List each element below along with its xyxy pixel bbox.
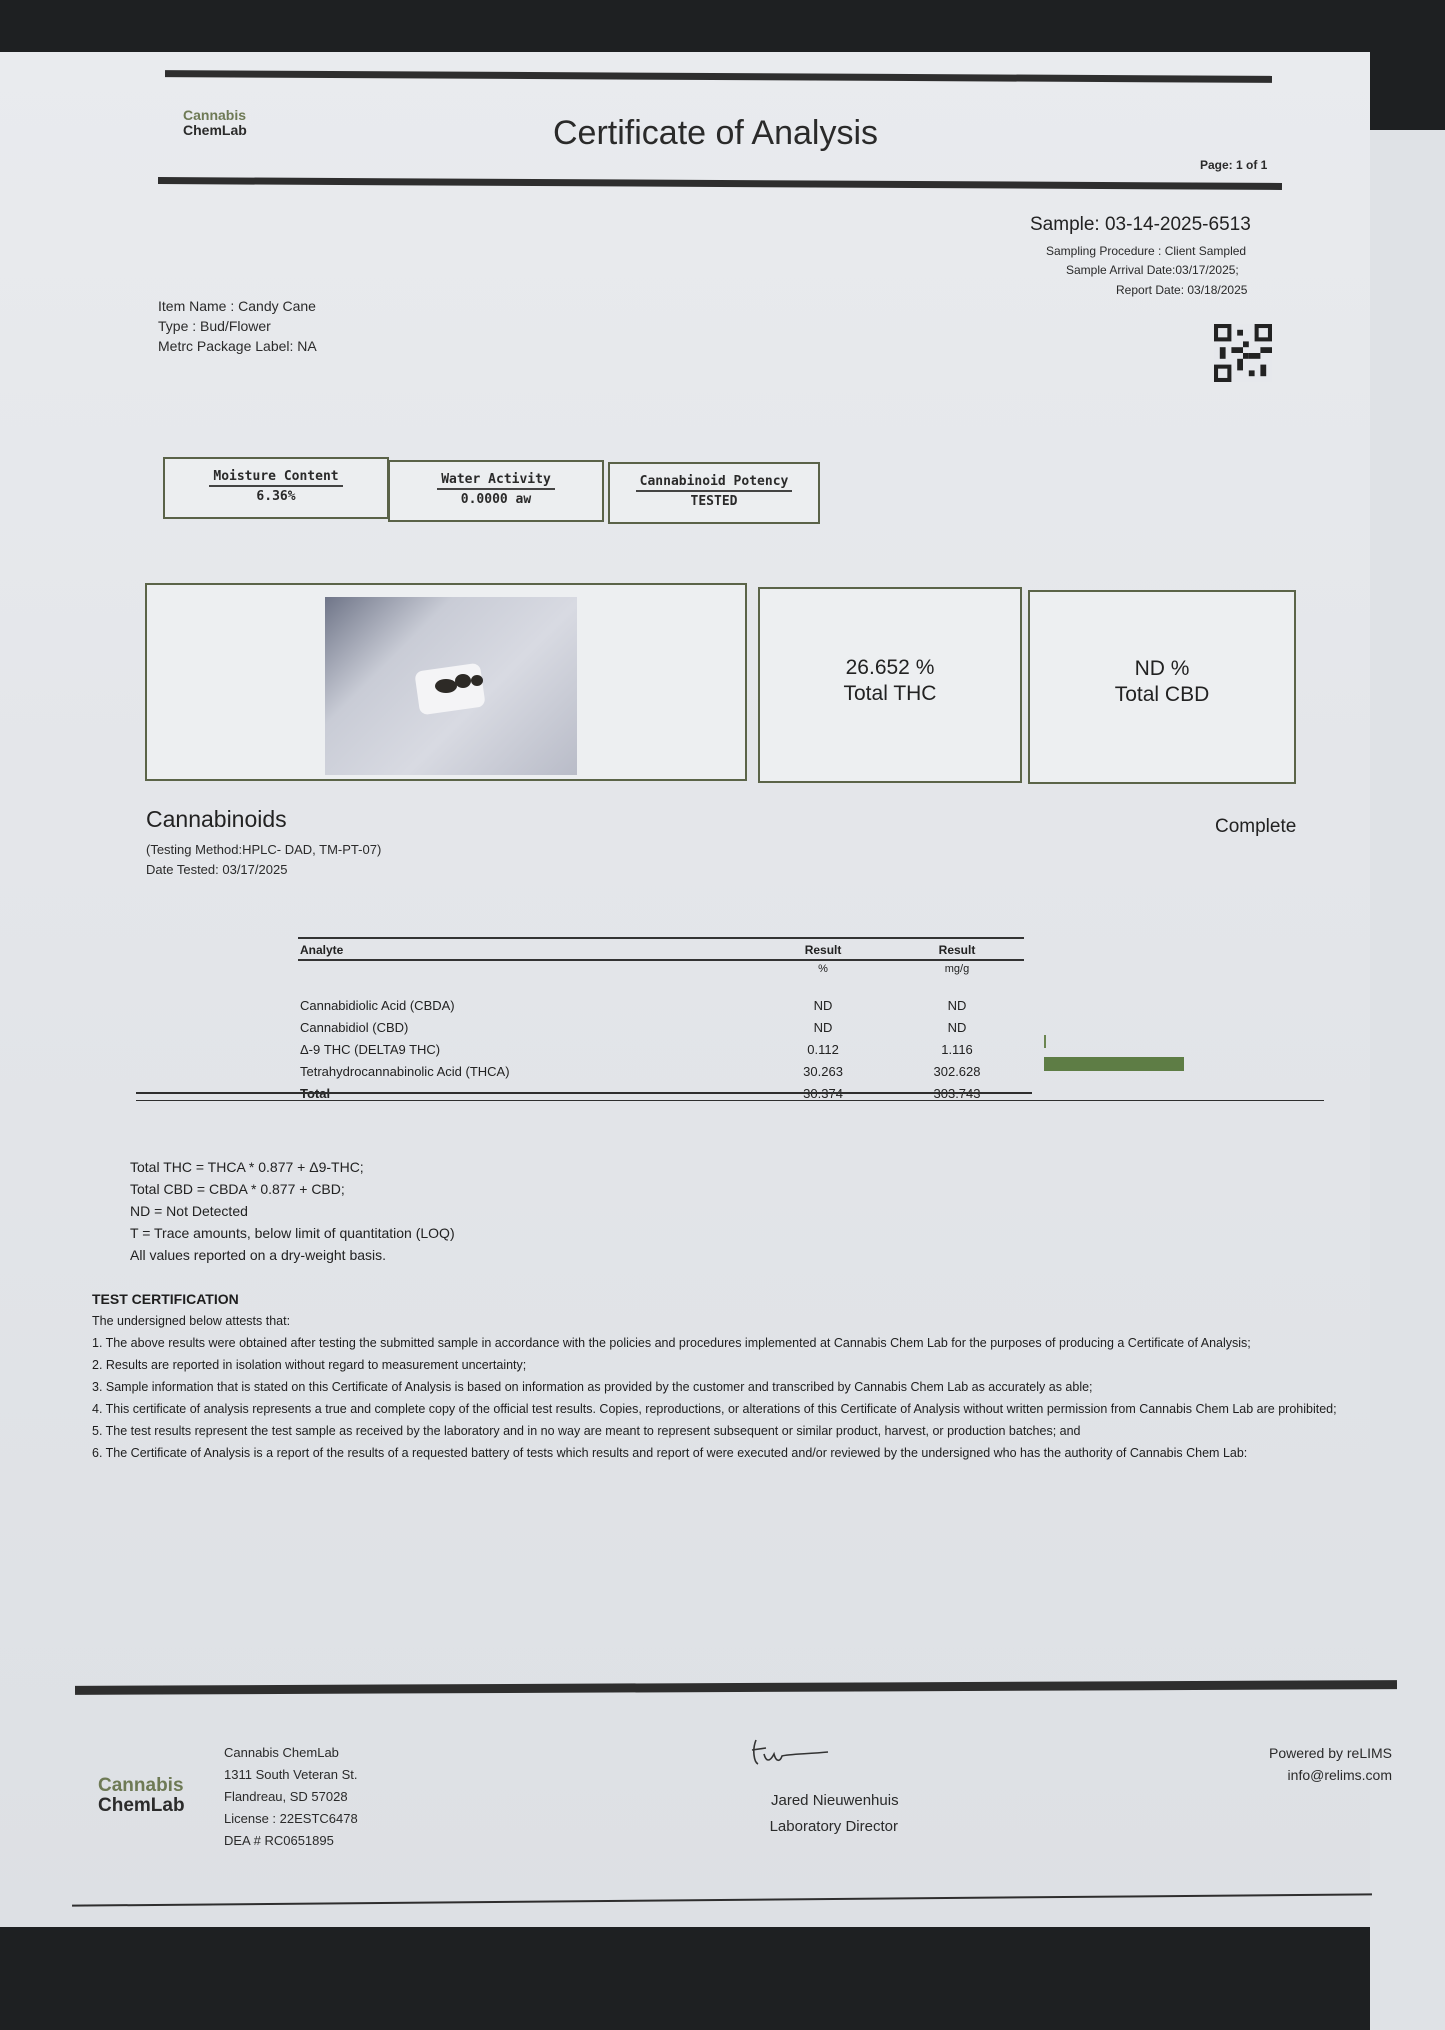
total-cbd-panel	[1028, 590, 1296, 784]
cannabinoids-heading: Cannabinoids	[146, 806, 287, 832]
moisture-content-value: 6.36%	[256, 489, 296, 504]
note-dry-weight: All values reported on a dry-weight basis.	[130, 1247, 387, 1263]
qr-code-icon	[1212, 324, 1274, 382]
note-nd: ND = Not Detected	[130, 1203, 248, 1219]
total-thc-label: Total THC	[843, 682, 937, 705]
certification-item: 5. The test results represent the test sample as received by the laboratory and in no way are meant to represent subsequent or similar product, harvest, or production batches; and	[92, 1424, 1081, 1438]
cannabinoid-results-table	[298, 937, 1024, 1104]
footer-logo-line-1: Cannabis	[98, 1775, 184, 1796]
header-rule	[158, 177, 1282, 190]
lab-street: 1311 South Veteran St.	[224, 1767, 358, 1782]
testing-method: (Testing Method:HPLC- DAD, TM-PT-07)	[146, 842, 382, 857]
certification-item: 4. This certificate of analysis represents a true and complete copy of the official test results. Copies, reproductions, or alterations of this Certificate of Analysis without written permission from Cannabis Chem Lab are prohibited;	[92, 1402, 1337, 1416]
table-row	[298, 1038, 1024, 1060]
metrc-label: Metrc Package Label: NA	[158, 338, 317, 354]
bud-2	[455, 674, 471, 688]
calculation-notes	[130, 1156, 455, 1266]
logo-line-1: Cannabis	[183, 107, 247, 123]
unit-percent: %	[818, 963, 828, 975]
header-logo	[183, 108, 247, 137]
water-activity-value: 0.0000 aw	[460, 492, 532, 507]
item-type: Type : Bud/Flower	[158, 318, 271, 334]
top-rule	[165, 70, 1272, 83]
cannabinoid-potency-label: Cannabinoid Potency	[636, 474, 793, 492]
certificate-page	[0, 52, 1392, 1927]
lab-city: Flandreau, SD 57028	[224, 1789, 348, 1804]
signer-title: Laboratory Director	[769, 1818, 898, 1835]
signer-name: Jared Nieuwenhuis	[771, 1792, 899, 1809]
result-pct: 0.112	[807, 1041, 839, 1057]
sample-arrival-date: Sample Arrival Date:03/17/2025;	[1066, 263, 1239, 277]
result-mg: 302.628	[933, 1063, 981, 1079]
footer-rule	[75, 1680, 1397, 1695]
item-info	[158, 296, 317, 356]
item-name: Item Name : Candy Cane	[158, 298, 316, 314]
contact-email: info@relims.com	[1287, 1767, 1392, 1783]
analyte-name: Δ-9 THC (DELTA9 THC)	[300, 1041, 441, 1057]
moisture-content-label: Moisture Content	[209, 469, 342, 487]
table-row	[298, 1016, 1024, 1038]
signature	[748, 1732, 832, 1772]
analyte-name: Cannabidiol (CBD)	[300, 1019, 409, 1035]
cannabinoid-potency-box	[608, 462, 820, 524]
date-tested: Date Tested: 03/17/2025	[146, 862, 288, 877]
note-trace: T = Trace amounts, below limit of quantitation (LOQ)	[130, 1225, 455, 1241]
col-result-mg: Result	[890, 938, 1024, 960]
page-title: Certificate of Analysis	[553, 114, 879, 152]
result-mg: ND	[947, 1019, 967, 1035]
result-mg: ND	[947, 997, 967, 1013]
result-pct: ND	[813, 997, 833, 1013]
certification-item: 3. Sample information that is stated on this Certificate of Analysis is based on information as provided by the customer and transcribed by Cannabis Chem Lab as accurately as able;	[92, 1380, 1093, 1394]
lab-dea: DEA # RC0651895	[224, 1833, 334, 1848]
lab-address	[224, 1742, 358, 1852]
bud-3	[471, 675, 483, 686]
lab-name: Cannabis ChemLab	[224, 1745, 339, 1760]
sample-id: Sample: 03-14-2025-6513	[1030, 214, 1251, 235]
total-cbd-value: ND %	[1134, 657, 1190, 680]
moisture-content-box	[163, 457, 389, 519]
unit-mg-per-g: mg/g	[944, 963, 970, 975]
result-pct: 30.263	[803, 1063, 843, 1079]
result-mg: 1.116	[941, 1041, 973, 1057]
test-certification	[92, 1288, 1362, 1464]
certification-heading: TEST CERTIFICATION	[92, 1291, 239, 1307]
sample-photo	[325, 597, 577, 775]
note-total-thc: Total THC = THCA * 0.877 + Δ9-THC;	[130, 1159, 364, 1175]
footer-logo	[98, 1776, 185, 1816]
analyte-name: Cannabidiolic Acid (CBDA)	[300, 997, 455, 1013]
bottom-rule	[72, 1893, 1372, 1906]
cannabinoid-potency-value: TESTED	[690, 494, 738, 509]
analyte-name: Tetrahydrocannabinolic Acid (THCA)	[300, 1063, 510, 1079]
logo-line-2: ChemLab	[183, 121, 247, 138]
result-pct: ND	[813, 1019, 833, 1035]
note-total-cbd: Total CBD = CBDA * 0.877 + CBD;	[130, 1181, 345, 1197]
table-bottom-rule	[136, 1092, 1032, 1094]
total-thc-value: 26.652 %	[845, 656, 935, 679]
status-complete: Complete	[1215, 816, 1297, 837]
footer-logo-line-2: ChemLab	[98, 1794, 185, 1816]
powered-by	[1252, 1742, 1392, 1786]
section-rule	[136, 1100, 1324, 1101]
total-cbd-label: Total CBD	[1114, 683, 1210, 706]
page-number: Page: 1 of 1	[1200, 158, 1268, 172]
table-row	[298, 1060, 1024, 1082]
certification-item: 2. Results are reported in isolation without regard to measurement uncertainty;	[92, 1358, 527, 1372]
col-analyte: Analyte	[298, 938, 756, 960]
lab-license: License : 22ESTC6478	[224, 1811, 358, 1826]
certification-intro: The undersigned below attests that:	[92, 1314, 291, 1328]
certification-item: 6. The Certificate of Analysis is a report of the results of a requested battery of tests which results and report of were executed and/or reviewed by the undersigned who has the authority of Cannabis Chem Lab:	[92, 1446, 1248, 1460]
col-result-pct: Result	[756, 938, 890, 960]
total-thc-panel	[758, 587, 1022, 783]
certification-item: 1. The above results were obtained after testing the submitted sample in accordance with the policies and procedures implemented at Cannabis Chem Lab for the purposes of producing a Certificate of Analysis;	[92, 1336, 1251, 1350]
report-date: Report Date: 03/18/2025	[1116, 283, 1248, 297]
bud-1	[435, 679, 457, 693]
delta9-thc-bar	[1044, 1035, 1046, 1048]
powered-by-text: Powered by reLIMS	[1269, 1745, 1392, 1761]
signer-block	[771, 1788, 899, 1840]
thca-bar	[1044, 1057, 1184, 1071]
water-activity-box	[388, 460, 604, 522]
water-activity-label: Water Activity	[437, 472, 555, 490]
table-row	[298, 994, 1024, 1016]
sampling-procedure: Sampling Procedure : Client Sampled	[1046, 244, 1247, 258]
